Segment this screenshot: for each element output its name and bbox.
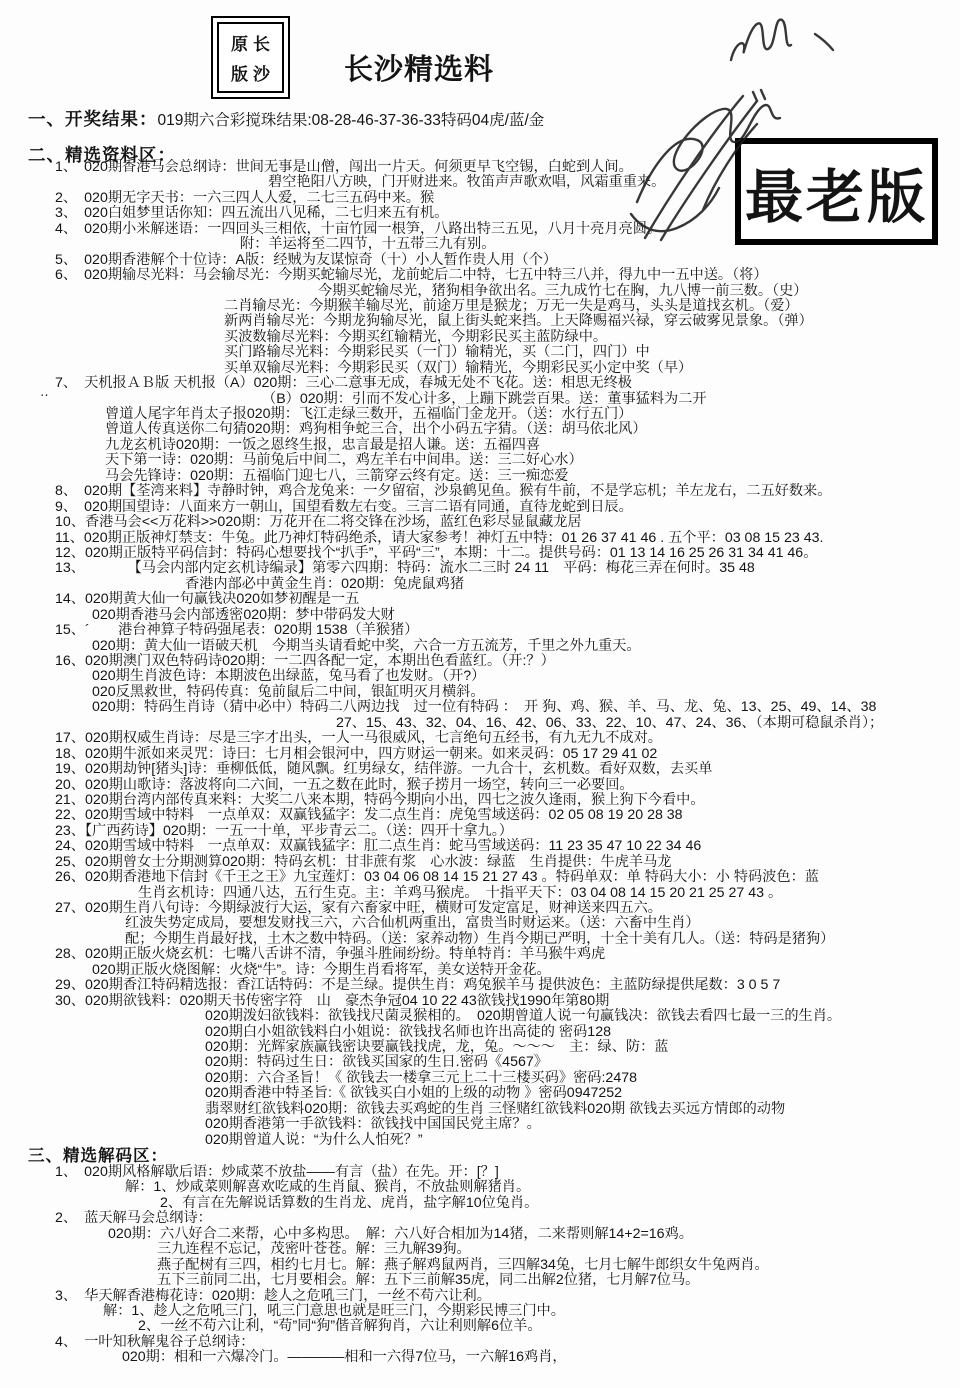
content-line: 9、 020期国望诗：八面来方一朝山，国望看数左右变。三言二语有同通，直待龙蛇到日辰。 xyxy=(55,498,633,515)
content-line: 解：1、趁人之危吼三门，吼三门意思也就是旺三门，今期彩民博三门中。 xyxy=(103,1302,565,1319)
content-line: 五下三前同二出，七月要相会。解：五下三前解35虎，同二出解2位猪，七月解7位马。 xyxy=(157,1272,700,1289)
content-line: 附：羊运将至二四节，十五带三九有别。 xyxy=(240,236,496,253)
edition-stamp-text xyxy=(217,22,284,93)
content-line: 马会先锋诗：020期：五福临门迎七八，三箭穿云终有定。送：三一痴恋爱 xyxy=(105,467,569,484)
content-line: 7、 天机报ＡＢ版 天机报（A）020期：三心二意事无成，春城无处不飞花。送：相思无终极 xyxy=(55,375,632,392)
content-line: 16、020期澳门双色特码诗020期：一二四各配一定，本期出色看蓝红。（开:？） xyxy=(55,653,555,669)
stamp-line1: 原长 xyxy=(231,34,275,54)
content-line: 24、020期雪域中特料 一点单双：双赢钱猛字：肛二点生肖：蛇马雪域送码：11 23 35 47 10 22 34 46 xyxy=(55,838,702,855)
content-line: 020期：黄大仙一语破天机 今期当头请看蛇中奖，六合一方五流芳，千里之外九重天。 xyxy=(92,637,641,654)
content-line: 二肖输尽光：今期猴羊输尽光，前途万里是猴龙；万无一失是鸡马，头头是道找玄机。（爱） xyxy=(224,297,799,314)
content-line: 23、【广西药诗】020期：一五一十单，平步青云二。（送：四开十拿九。） xyxy=(55,822,513,839)
content-line: 020期：六八好合二来帮，心中多构思。 解：六八好合相加为14猪，二来帮则解14+2=16鸡。 xyxy=(108,1225,693,1242)
content-line: （B）020期：引而不发心计多，上蹦下跳尝百果。送：董事猛料为二开 xyxy=(262,390,707,407)
content-line: 买门路输尽光料：今期彩民买（一门）输精光，买（二门，四门）中 xyxy=(224,344,650,361)
content-line: 19、020期劫钟[猪头]诗：垂柳低低，随风飘。红男绿女，结伴游。一九合十，玄机数。看好双数，去买单 xyxy=(55,761,713,778)
results-label: 一、开奖结果： xyxy=(28,109,158,129)
content-line: 13、 【马会内部内定玄机诗编录】第零六四期：特码：流水二三时 24 11 平码：梅花三弄在何时。35 48 xyxy=(55,560,755,577)
content-line: 碧空艳阳八方映，门开财进来。牧笛声声歌欢唱，风霜重重来。 xyxy=(268,174,666,191)
content-line: 020期泼妇欲钱料：欲钱找尺菌灵猴相的。 020期曾道人说一句赢钱决：欲钱去看四七最一三的生肖。 xyxy=(205,1008,842,1025)
content-line: 21、020期台湾内部传真来料：大奖二八来本期，特码今期向小出，四七之波久逢雨，猴上狗下今看中。 xyxy=(55,791,705,808)
content-line: 2、 020期无字天书：一六三四人人爱，二七三五码中来。猴 xyxy=(55,189,435,206)
results-text: 019期六合彩搅珠结果:08-28-46-37-36-33特码04虎/蓝/金 xyxy=(157,112,545,129)
content-line: 10、香港马会<<万花料>>020期：万花开在二将交锋在沙场，蓝红色彩尽显鼠藏龙居 xyxy=(55,514,582,531)
content-flow xyxy=(0,160,960,1366)
content-line: 25、020期曾女士分期测算020期：特码玄机：甘非蔗有浆 心水波：绿蓝 生肖提供：牛虎羊马龙 xyxy=(55,853,672,870)
content-line: 曾道人尾字年肖太子报020期：飞江走绿三数开，五福临门金龙开。（送：水行五门） xyxy=(105,406,633,422)
page-title: 长沙精选料 xyxy=(344,54,495,86)
data-section-heading: 二、精选资料区： xyxy=(28,145,176,165)
content-line: 20、020期山歌诗：落波将向二六间，一五之数在此时，猴子捞月一场空，转向三一必要回。 xyxy=(55,776,634,793)
content-line: 3、 华天解香港梅花诗：020期：趁人之危吼三门，一丝不苟六让利。 xyxy=(55,1287,491,1304)
content-line: 3、 020白姐梦里话你知：四五流出八见稀，二七归来五有机。 xyxy=(55,205,449,222)
content-line: 020期生肖波色诗：本期波色出绿蓝，兔马看了也发财。（开?） xyxy=(92,668,486,685)
content-line: 香港内部必中黄金生肖：020期：兔虎鼠鸡猪 xyxy=(185,575,465,592)
content-line: 6、 020期输尽光料：马会输尽光：今期买蛇输尽光，龙前蛇后二中特，七五中特三八并，得九中一五中送。（将） xyxy=(55,267,768,284)
content-line: 28、020期正版火烧玄机：七嘴八舌讲不清，争强斗胜闹纷纷。特单特肖：羊马猴牛鸡虎 xyxy=(55,946,606,963)
content-line: 8、 020期【荃湾来料】寺静时钟，鸡合龙兔来：一夕留宿，沙泉鹤见鱼。猴有牛前，不是学忘机；羊左龙右，二五好数来。 xyxy=(55,483,832,500)
content-line: 020期白小姐欲钱料白小姐说：欲钱找名师也许出高徒的 密码128 xyxy=(205,1023,611,1040)
stamp-line2: 版沙 xyxy=(231,65,275,85)
content-line: 解：1、炒咸菜则解喜欢吃咸的生肖鼠、猴肖，不放盐则解猪肖。 xyxy=(125,1179,531,1196)
content-line: 020期正版火烧图解：火烧“牛”。诗：今期生肖看将军，美女送特开金花。 xyxy=(92,961,551,978)
content-line: 生肖玄机诗：四通八达，五行生克。主：羊鸡马猴虎。 十指平天下：03 04 08 14 15 20 21 25 27 43 。 xyxy=(138,884,783,901)
results-line xyxy=(28,106,544,131)
content-line: 新两肖输尽光：今期龙狗输尽光，鼠上街头蛇来挡。上天降赐福兴禄，穿云破雾见景象。（弹） xyxy=(224,313,813,330)
content-line: 翡翠财红欲钱料020期：欲钱去买鸡蛇的生肖 三怪赌红欲钱料020期 欲钱去买远方情郎的动物 xyxy=(205,1100,786,1117)
decode-lines xyxy=(0,1165,960,1366)
content-line: 020期香港马会内部透密020期：梦中带码发大财 xyxy=(92,606,395,623)
content-line: 11、020期正版神灯禁支：牛兔。此乃神灯特码绝杀，请大家参考！神灯五中特：01 26 37 41 46 . 五个平：03 08 15 23 43. xyxy=(55,529,824,546)
content-line: 2、 蓝天解马会总纲诗： xyxy=(55,1210,212,1227)
content-line: 29、020期香江特码精选报：香江话特码：不是兰绿。提供生肖：鸡兔猴羊马 提供波色：主蓝防绿提供尾数：3 0 5 7 xyxy=(55,977,781,994)
content-line: 2、一丝不苟六让利，“苟”同“狗”偕音解狗肖，六让利则解6位羊。 xyxy=(138,1318,542,1335)
selected-data-lines xyxy=(0,160,960,1148)
content-line: 配；今期生肖最好找，土木之数中特码。（送：家养动物）生肖今期已严明，十全十美有几人。（送：特码是猪狗） xyxy=(125,930,835,947)
content-line: 燕子配树有三四，相约七月七。解：燕子解鸡鼠两肖，三四解34兔，七月七解牛郎织女牛兔两肖。 xyxy=(157,1256,769,1273)
content-line: 18、020期牛派如来灵咒：诗曰：七月相会银河中，四方财运一朝来。如来灵码：05 17 29 41 02 xyxy=(55,745,658,762)
oldest-edition-badge: 最老版 xyxy=(735,138,938,245)
content-line: 买波数输尽光料：今期买红输精光，今期彩民买主蓝防绿中。 xyxy=(224,328,608,345)
edition-stamp xyxy=(211,16,290,99)
content-line: 5、 020期香港解个十位诗：A版：经贼为友谋惊奇（十）小人暂作贵人用（个） xyxy=(55,251,558,268)
content-line: 1、 020期风格解歇后语：炒咸菜不放盐——有言（盐）在先。开：[？] xyxy=(55,1164,499,1180)
content-line: 4、 020期小米解迷语：一四回头三相依，十亩竹园一根笋，八路出特三五见，八月十亮月亮圆。 xyxy=(55,220,662,237)
content-line: 27、020期生肖八句诗：今期绿波行大运，家有六畜家中旺，横财可发定富足，财神送来四五六。 xyxy=(55,900,662,916)
content-line: 22、020期雪域中特料 一点单双：双赢钱猛字：发二点生肖：虎兔雪域送码：02 05 08 19 20 28 38 xyxy=(55,807,683,824)
content-line: 天下第一诗：020期：马前兔后中间二，鸡左羊右中间串。送：三二好心水） xyxy=(105,452,583,469)
content-line: 30、020期欲钱料：020期天书传密字符 山 豪杰争冠04 10 22 43欲钱找1990年第80期 xyxy=(55,992,610,1009)
content-line: 三九连程不忘记，茂密叶苍苍。解：三九解39狗。 xyxy=(157,1241,471,1258)
content-line: 14、020期黄大仙一句赢钱决020如梦初醒是一五 xyxy=(55,591,360,608)
content-line: 九龙玄机诗020期：一饭之恩终生报，忠言最是招人谦。送：五福四喜 xyxy=(105,436,541,453)
content-line: 今期买蛇输尽光，猪狗相争欲出名。三九成竹七在胸，九八博一前三数。（史） xyxy=(318,282,808,299)
content-line: 020期曾道人说：“为什么人怕死？” xyxy=(205,1131,423,1148)
content-line: 买单双输尽光料：今期彩民买（双门）输精光，今期彩民买小定中奖（早） xyxy=(224,359,693,376)
content-line: 020期：特码过生日：欲钱买国家的生日.密码《4567》 xyxy=(205,1054,548,1071)
content-line: 12、020期正版特平码信封：特码心想要找个“扒手”，平码“三”，本期：十二。提供号码：01 13 14 16 25 26 31 34 41 46。 xyxy=(55,544,818,561)
content-line: 1、 020期香港马会总纲诗：世间无事是山僧，闯出一片天。何须更早飞空锡，白蛇到人间。 xyxy=(55,159,633,175)
content-line: 020反黑救世，特码传真：兔前鼠后二中间，银缸明灭月横斜。 xyxy=(92,683,485,700)
content-line: 26、020期香港地下信封《千王之王》九宝莲灯：03 04 06 08 14 15 21 27 43 。特码单双：单 特码大小：小 特码波色：蓝 xyxy=(55,869,819,886)
content-line: 020期：六合圣旨！《 欲钱去一楼拿三元上二十三楼买码》密码:2478 xyxy=(205,1069,637,1086)
content-line: 17、020期权威生肖诗：尽是三字才出头，一人一马很威风，七言绝句五经书，有九无九不成对。 xyxy=(55,730,662,747)
content-line: 曾道人传真送你二句猜020期：鸡狗相争蛇三合，出个小码五字猜。（送：胡马依北风） xyxy=(105,421,647,438)
content-line: 15、´ 港台神算子特码强尾表：020期 1538（羊猴猪） xyxy=(55,622,419,639)
content-line: 020期：光辉家族赢钱密诀要赢钱找虎，龙，兔。～～～ 主：绿、防：蓝 xyxy=(205,1038,669,1055)
margin-dots: ‥ xyxy=(40,384,53,399)
content-line: 020期：相和一六爆冷门。————相和一六得7位马，一六解16鸡肖， xyxy=(122,1349,567,1366)
content-line: 2、有言在先解说话算数的生肖龙、虎肖，盐字解10位兔肖。 xyxy=(160,1194,539,1211)
content-line: 020期香港中特圣旨:《 欲钱买白小姐的上级的动物 》密码0947252 xyxy=(205,1085,623,1102)
decode-section-heading: 三、精选解码区： xyxy=(28,1147,168,1165)
content-line: 27、15、43、32、04、16、42、06、33、22、10、47、24、36、（本期可稳鼠杀肖）； xyxy=(336,714,884,731)
content-line: 红波失势定成局，要想发财找三六，六合仙机两重出，富贵当时财运来。（送：六畜中生肖） xyxy=(125,915,700,932)
content-line: 4、 一叶知秋解鬼谷子总纲诗： xyxy=(55,1333,255,1350)
content-line: 020期香港第一手欲钱料：欲钱找中国国民党主席？。 xyxy=(205,1116,541,1133)
content-line: 020期：特码生肖诗（猜中必中）特码二八两边找 过一位有特码 ： 开 狗、鸡、猴、羊、马、龙、兔、13、25、49、14、38 xyxy=(92,699,877,716)
